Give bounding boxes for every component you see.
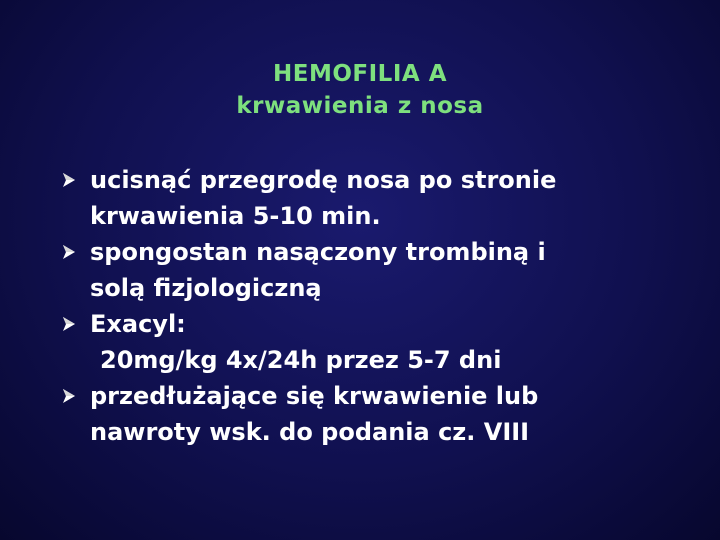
bullet-text-line: 20mg/kg 4x/24h przez 5-7 dni [100, 346, 502, 374]
arrow-bullet-icon [62, 173, 76, 187]
bullet-text-line: solą fizjologiczną [90, 274, 322, 302]
arrow-bullet-icon [62, 245, 76, 259]
title-line-2: krwawienia z nosa [236, 93, 484, 119]
bullet-text-line: spongostan nasączony trombiną i [90, 238, 546, 266]
bullet-text-line: ucisnąć przegrodę nosa po stronie [90, 166, 557, 194]
bullet-item [60, 234, 700, 306]
title-line-1: HEMOFILIA A [273, 61, 447, 87]
bullet-list [60, 162, 700, 450]
slide-title [0, 58, 720, 122]
arrow-bullet-icon [62, 317, 76, 331]
bullet-text-line: Exacyl: [90, 310, 186, 338]
bullet-item [60, 306, 700, 378]
bullet-item [60, 162, 700, 234]
bullet-text-line: krwawienia 5-10 min. [90, 202, 381, 230]
bullet-text-line: nawroty wsk. do podania cz. VIII [90, 418, 530, 446]
arrow-bullet-icon [62, 389, 76, 403]
bullet-text-line: przedłużające się krwawienie lub [90, 382, 539, 410]
bullet-item [60, 378, 700, 450]
